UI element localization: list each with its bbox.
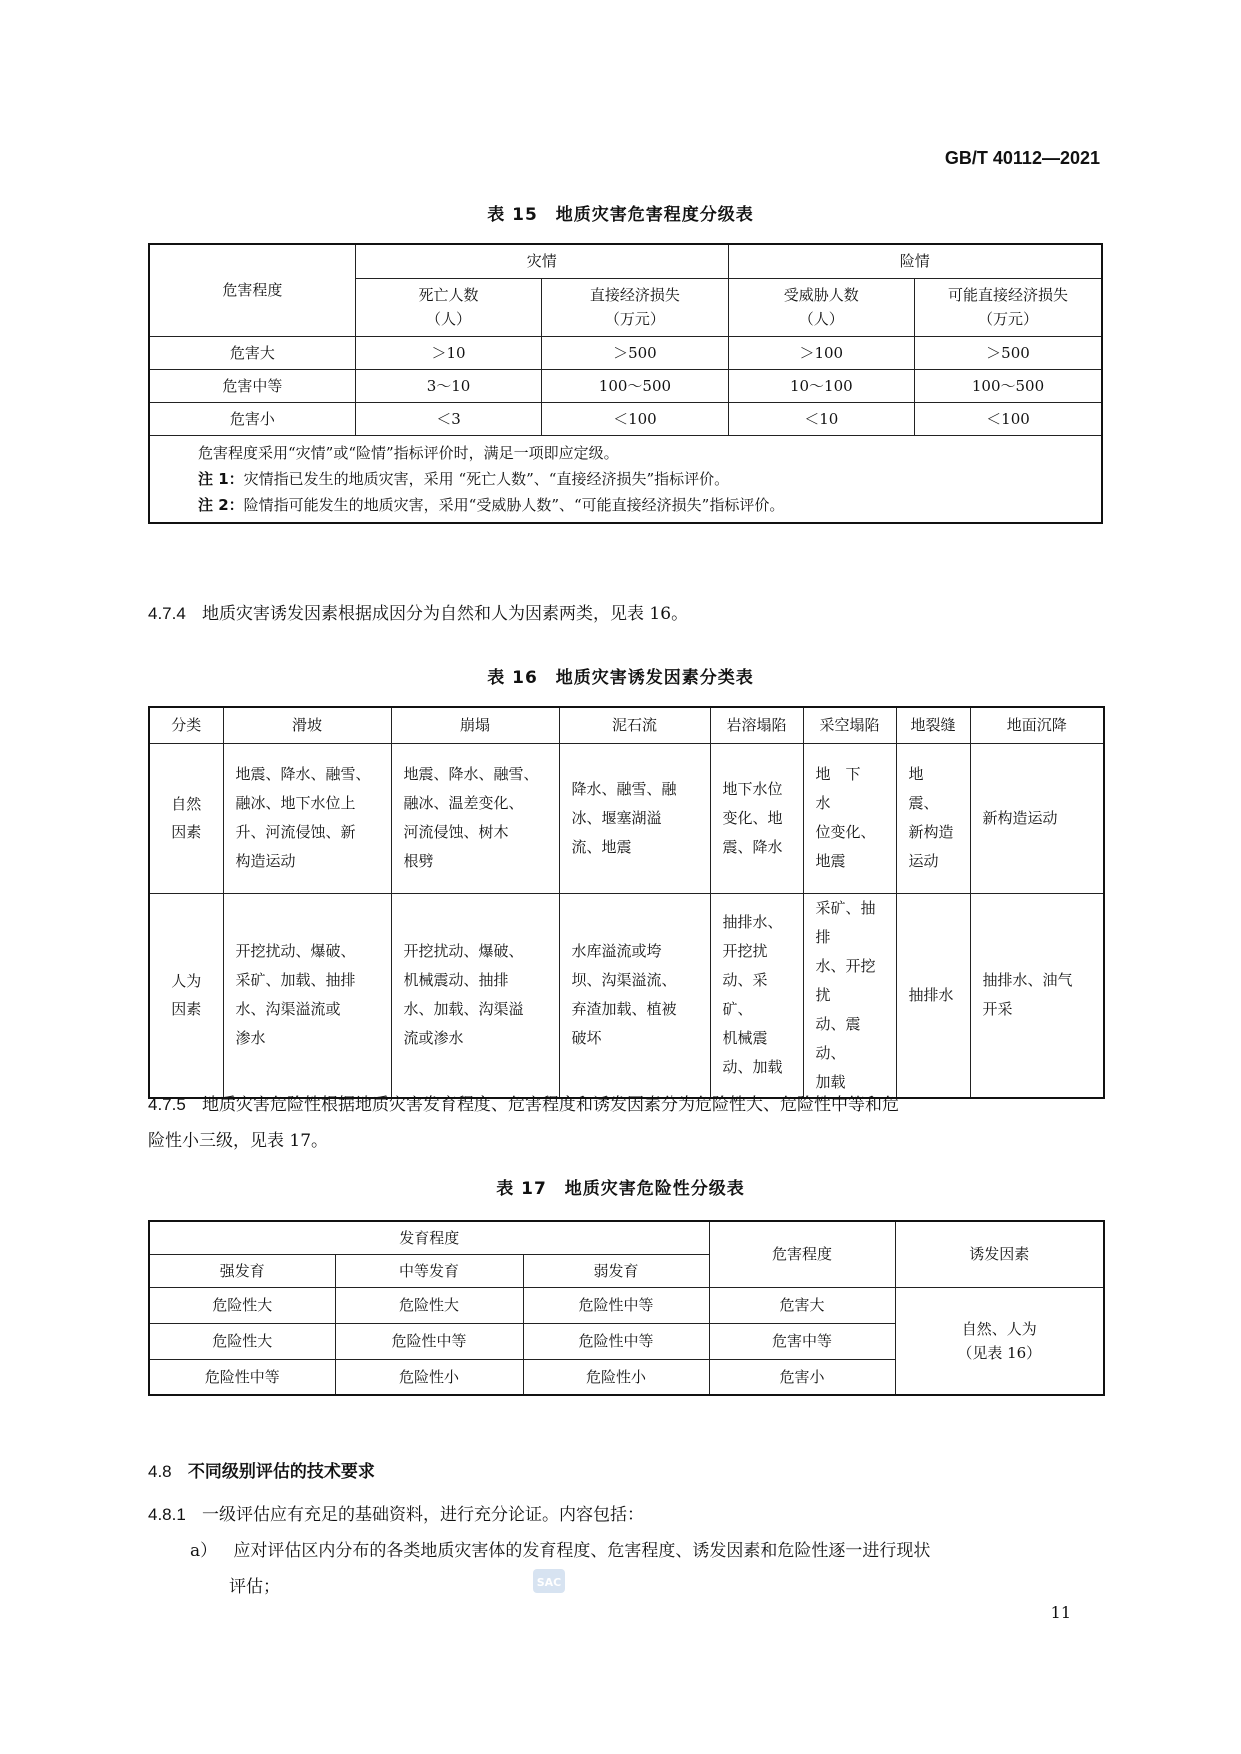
table-cell: 地震、降水、融雪、 融冰、地下水位上 升、河流侵蚀、新 构造运动 [223, 743, 391, 893]
table-cell: 危险性中等 [523, 1287, 709, 1323]
table-cell: 危险性中等 [149, 1359, 335, 1395]
table15-note-2: 注 2：险情指可能发生的地质灾害，采用“受威胁人数”、“可能直接经济损失”指标评价。 [198, 495, 785, 514]
table-cell: 地下水位 变化、地 震、降水 [710, 743, 803, 893]
table15-note-1: 注 1：灾情指已发生的地质灾害，采用 “死亡人数”、“直接经济损失”指标评价。 [198, 469, 730, 488]
table17-header-harm: 危害程度 [709, 1221, 895, 1287]
table16-header: 崩塌 [391, 707, 559, 743]
table-cell: 100～500 [542, 369, 728, 402]
table-cell: 降水、融雪、融 冰、堰塞湖溢 流、地震 [559, 743, 710, 893]
table-cell: ＜10 [728, 402, 914, 435]
table-row [149, 369, 1102, 402]
table-row [149, 402, 1102, 435]
table-cell: 危险性小 [335, 1359, 523, 1395]
table16-header: 滑坡 [223, 707, 391, 743]
table-cell: 抽排水、油气 开采 [970, 893, 1104, 1098]
table-cell: 新构造运动 [970, 743, 1104, 893]
table16-header: 岩溶塌陷 [710, 707, 803, 743]
table-row [149, 1287, 1104, 1323]
table15-header-disaster: 灾情 [355, 244, 728, 278]
table17-trigger-cell: 自然、人为 （见表 16） [895, 1287, 1104, 1395]
table-cell: 开挖扰动、爆破、 机械震动、抽排 水、加载、沟渠溢 流或渗水 [391, 893, 559, 1098]
table-cell: 抽排水 [896, 893, 970, 1098]
table-cell: 危险性大 [149, 1287, 335, 1323]
table16-caption: 表 16 地质灾害诱发因素分类表 [487, 668, 754, 688]
paragraph-4-8-1: 4.8.1 一级评估应有充足的基础资料，进行充分论证。内容包括： [148, 1505, 645, 1525]
table-cell: 100～500 [914, 369, 1102, 402]
table-cell: 开挖扰动、爆破、 采矿、加载、抽排 水、沟渠溢流或 渗水 [223, 893, 391, 1098]
paragraph-4-7-5: 4.7.5 地质灾害危险性根据地质灾害发育程度、危害程度和诱发因素分为危险性大、危险性中等和危 险性小三级，见表 17。 [148, 1095, 900, 1151]
table15-header-loss: 直接经济损失 （万元） [542, 278, 728, 336]
table16-header: 地裂缝 [896, 707, 970, 743]
row-label: 危害大 [149, 336, 355, 369]
table-cell: 危险性中等 [523, 1323, 709, 1359]
table-cell: ＞10 [355, 336, 541, 369]
table17-header-medium: 中等发育 [335, 1254, 523, 1287]
list-item-a: a） 应对评估区内分布的各类地质灾害体的发育程度、危害程度、诱发因素和危险性逐一进行现状 评估； [190, 1541, 931, 1597]
page-number: 11 [1050, 1603, 1071, 1622]
table-cell: 危险性中等 [335, 1323, 523, 1359]
section-heading-4-8: 4.8 不同级别评估的技术要求 [148, 1462, 375, 1482]
table-row [149, 743, 1104, 893]
row-label: 危害小 [149, 402, 355, 435]
table15-header-potential: 可能直接经济损失 （万元） [914, 278, 1102, 336]
table17-header-dev: 发育程度 [149, 1221, 709, 1254]
table-cell: 危险性大 [335, 1287, 523, 1323]
table-cell: ＞100 [728, 336, 914, 369]
sac-watermark-logo [532, 1567, 566, 1595]
row-label: 自然 因素 [149, 743, 223, 893]
paragraph-4-7-4: 4.7.4 地质灾害诱发因素根据成因分为自然和人为因素两类，见表 16。 [148, 604, 689, 624]
table17 [148, 1220, 1105, 1396]
table17-caption: 表 17 地质灾害危险性分级表 [496, 1179, 745, 1199]
table-cell: 危害大 [709, 1287, 895, 1323]
row-label: 危害中等 [149, 369, 355, 402]
table-cell: ＜3 [355, 402, 541, 435]
table-cell: ＜100 [542, 402, 728, 435]
row-label: 人为 因素 [149, 893, 223, 1098]
table16-header: 采空塌陷 [803, 707, 896, 743]
table17-header-weak: 弱发育 [523, 1254, 709, 1287]
table-cell: 地 震、 新构造 运动 [896, 743, 970, 893]
table17-header-strong: 强发育 [149, 1254, 335, 1287]
table-cell: 危险性大 [149, 1323, 335, 1359]
table15-header-degree: 危害程度 [149, 244, 355, 336]
table16-header: 分类 [149, 707, 223, 743]
table-cell: 危害小 [709, 1359, 895, 1395]
table15-caption: 表 15 地质灾害危害程度分级表 [487, 205, 754, 225]
table-cell: 10～100 [728, 369, 914, 402]
table-cell: 地震、降水、融雪、 融冰、温差变化、 河流侵蚀、树木 根劈 [391, 743, 559, 893]
table17-header-trigger: 诱发因素 [895, 1221, 1104, 1287]
table-cell: 地 下 水 位变化、 地震 [803, 743, 896, 893]
table-cell: 危害中等 [709, 1323, 895, 1359]
svg-text:SAC: SAC [536, 1576, 562, 1589]
table16-header: 泥石流 [559, 707, 710, 743]
table-cell: 采矿、抽排 水、开挖扰 动、震动、 加载 [803, 893, 896, 1098]
table-cell: 危险性小 [523, 1359, 709, 1395]
table15-header-threat: 受威胁人数 （人） [728, 278, 914, 336]
table-row [149, 336, 1102, 369]
table-cell: ＞500 [914, 336, 1102, 369]
table-cell: 抽排水、 开挖扰 动、采矿、 机械震 动、加载 [710, 893, 803, 1098]
table15-header-deaths: 死亡人数 （人） [355, 278, 541, 336]
table-cell: ＞500 [542, 336, 728, 369]
table-cell: ＜100 [914, 402, 1102, 435]
table15 [148, 243, 1103, 524]
table15-note-main: 危害程度采用“灾情”或“险情”指标评价时，满足一项即应定级。 [198, 443, 619, 462]
table15-header-danger: 险情 [728, 244, 1102, 278]
table16 [148, 706, 1105, 1099]
table-row [149, 893, 1104, 1098]
table-cell: 水库溢流或垮 坝、沟渠溢流、 弃渣加载、植被 破坏 [559, 893, 710, 1098]
table16-header: 地面沉降 [970, 707, 1104, 743]
table15-notes [149, 435, 1102, 523]
standard-code: GB/T 40112—2021 [944, 148, 1100, 168]
table-cell: 3～10 [355, 369, 541, 402]
